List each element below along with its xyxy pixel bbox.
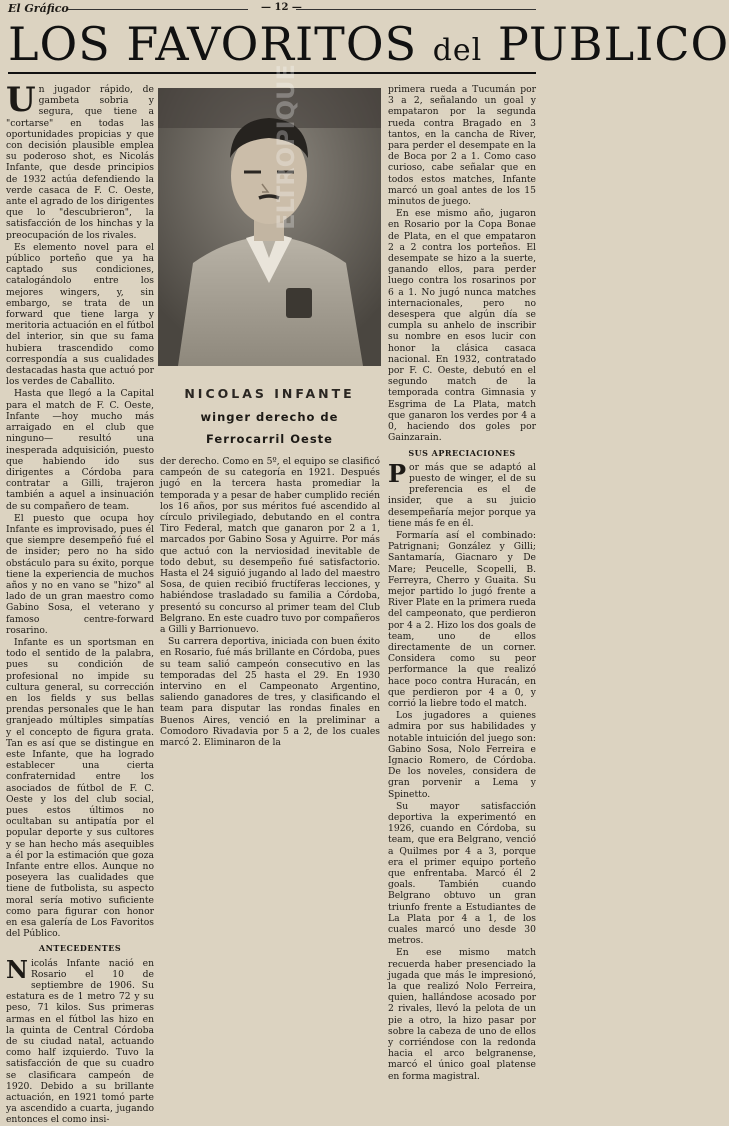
article-column-2 [160,456,380,749]
dropcap: U [6,80,36,120]
page-title [8,17,729,71]
subheading-antecedentes: ANTECEDENTES [38,943,122,954]
paragraph-text: n jugador rápido, de gambeta sobria y segura, que tiene a "cortarse" en todas las oportunidades propicias y que con decisión plausible emplea su poderoso shot, es Nicolás Infante, que desde principios de 1932 actúa defendiendo la verde casaca de F. C. Oeste, ante el agrado de los dirigentes que lo "descubrieron", la satisfacción de los hinchas y la preocupación de los rivales. [6,84,154,241]
paragraph: Su carrera deportiva, iniciada con buen éxito en Rosario, fué más brillante en Córdoba, pues su team salió campeón consecutivo en las temporadas del 25 hasta el 29. En 1930 intervino en el Campeonato Argentino, saliendo ganadores de tres, y clasificando el team para disputar las rondas finales en Buenos Aires, venció en la preliminar a Comodoro Rivadavia por 5 a 2, de los cuales marcó 2. Eliminaron de la [160,636,380,749]
article-column-3 [388,84,536,1082]
paragraph: Su mayor satisfacción deportiva la experimentó en 1926, cuando en Córdoba, su team, que era Belgrano, venció a Quilmes por 4 a 3, porque era el primer equipo porteño que enfrentaba. Marcó él 2 goals. También cuando Belgrano obtuvo un gran triunfo frente a Estudiantes de La Plata por 4 a 1, de los cuales marcó uno desde 30 metros. [388,800,536,947]
paragraph: Infante es un sportsman en todo el sentido de la palabra, pues su condición de profesional no impide su cultura general, su corrección en los fields y sus bellas prendas personales que le han granjeado múltiples simpatías y el concepto de figura grata. Tan es así que se distingue en este Infante, que ha logrado establecer una cierta confraternidad entre los asociados de fútbol de F. C. Oeste y los del club social, pues estos últimos no ocultaban su antipatía por el popular deporte y sus cultores y se han hecho más asequibles a él por la estimación que goza Infante entre ellos. Aunque no poseyera las cualidades que tiene de futbolista, su aspecto moral sería motivo suficiente como para figurar con honor en esa galería de Los Favoritos del Público. [6,636,154,940]
paragraph: El puesto que ocupa hoy Infante es improvisado, pues él que siempre desempeñó fué el de insider; pero no ha sido obstáculo para su éxito, porque tiene la experiencia de muchos años y no en vano se "hizo" al lado de un gran maestro como Gabino Sosa, el veterano y famoso centre-forward rosarino. [6,512,154,636]
player-portrait-illustration [158,64,381,366]
paragraph-text: or más que se adaptó al puesto de winger, el de su preferencia es el de insider, que a su juicio desempeñaría mejor porque ya tiene más fe en él. [388,461,536,529]
header-rule-left [68,9,248,10]
player-position: winger derecho de [200,410,339,424]
paragraph [6,80,154,241]
subheading-apreciaciones: SUS APRECIACIONES [408,447,516,458]
paragraph: Hasta que llegó a la Capital para el match de F. C. Oeste, Infante —hoy mucho más arraigado en el club que ninguno— resultó una inesperada adquisición, puesto que habiendo ido sus dirigentes a Córdoba para contratar a Gilli, trajeron también a aquel a insinuación de su compañero de team. [6,388,154,512]
paragraph: Los jugadores a quienes admira por sus habilidades y notable intuición del juego son: Gabino Sosa, Nolo Ferreira e Ignacio Romero, de Córdoba. De los noveles, considera de gran porvenir a Lema y Spinetto. [388,710,536,800]
page-header [6,2,538,16]
photo-caption [158,366,381,452]
player-name: NICOLAS INFANTE [184,386,355,401]
paragraph: Es elemento novel para el público porteño que ya ha captado sus condiciones, catalogándolo entre los mejores wingers, y, sin embargo, se trata de un forward que tiene larga y meritoria actuación en el fútbol del interior, sin que su fama hubiera trascendido como correspondía a sus cualidades destacadas hasta que actuó por los verdes de Caballito. [6,241,154,388]
paragraph: En ese mismo match recuerda haber presenciado la jugada que más le impresionó, la que realizó Nolo Ferreira, quien, hallándose acosado por 2 rivales, llevó la pelota de un pie a otro, la hizo pasar por sobre la cabeza de uno de ellos y corriéndose con la redonda hacia el arco belgranense, marcó el único goal platense en forma magistral. [388,947,536,1082]
page-number: — 12 — [261,2,302,13]
dropcap: N [6,954,28,984]
title-part-2: PUBLICO [482,17,729,71]
paragraph: Formaría así el combinado: Patrignani; González y Gilli; Santamaría, Giacnaro y De Mare; Peucelle, Scopelli, B. Ferreyra, Cherro y Guaita. Su mejor partido lo jugó frente a River Plate en la primera rueda del campeonato, que perdieron por 4 a 2. Hizo los dos goals de team, uno de ellos directamente de un corner. Considera como su peor performance la que realizó hace poco contra Huracán, en que perdieron por 4 a 0, y corrió la liebre todo el match. [388,529,536,709]
header-rule-right [296,9,536,10]
title-small-word: del [432,33,483,68]
paragraph-text: icolás Infante nació en Rosario el 10 de septiembre de 1906. Su estatura es de 1 metro 72 y su peso, 71 kilos. Sus primeras armas en el fútbol las hizo en la quinta de Central Córdoba de su ciudad natal, actuando como half izquierdo. Tuvo la satisfacción de que su cuadro se clasificara campeón de 1920. Debido a su brillante actuación, en 1921 tomó parte ya ascendido a cuarta, jugando entonces el como insi- [6,957,154,1126]
paragraph: der derecho. Como en 5º, el equipo se clasificó campeón de su categoría en 1921. Después jugó en la tercera hasta promediar la temporada y a pesar de haber cumplido recién los 16 años, por sus méritos fué ascendido al círculo privilegiado, debutando en el contra Tiro Federal, match que ganaron por 2 a 1, marcados por Gabino Sosa y Aguirre. Por más que actuó con la nerviosidad inevitable de todo debut, su desempeño fué satisfactorio. Hasta el 24 siguió jugando al lado del maestro Sosa, de quien recibió fructíferas lecciones, y habiéndose trasladado su familia a Córdoba, presentó su concurso al primer team del Club Belgrano. En este cuadro tuvo por compañeros a Gilli y Barrionuevo. [160,456,380,636]
club-badge [286,288,312,318]
masthead: El Gráfico [8,2,69,15]
paragraph [6,954,154,1126]
paragraph: En ese mismo año, jugaron en Rosario por la Copa Bonae de Plata, en el que empataron 2 a 2 contra los porteños. El desempate se hizo a la suerte, ganando ellos, para perder luego contra los rosarinos por 6 a 1. No jugó nunca matches internacionales, pero no desespera que algún día se cumpla su anhelo de inscribir su nombre en esos lucir con honor la clásica casaca nacional. En 1932, contratado por F. C. Oeste, debutó en el segundo match de la temporada contra Gimnasia y Esgrima de La Plata, match que ganaron los verdes por 4 a 0, haciendo dos goles por Gainzarain. [388,208,536,444]
title-part-1: LOS FAVORITOS [8,17,433,71]
paragraph: primera rueda a Tucumán por 3 a 2, señalando un goal y empataron por la segunda rueda contra Bragado en 3 tantos, en la cancha de River, para perder el desempate en la de Boca por 2 a 1. Como caso curioso, cabe señalar que en todos estos matches, Infante marcó un goal antes de los 15 minutos de juego. [388,84,536,208]
paragraph [388,458,536,529]
watermark: ELTROPIQUE [272,64,300,230]
dropcap: P [388,458,407,488]
player-photo [158,64,381,366]
player-club: Ferrocarril Oeste [206,432,333,446]
article-column-1 [6,80,154,1126]
